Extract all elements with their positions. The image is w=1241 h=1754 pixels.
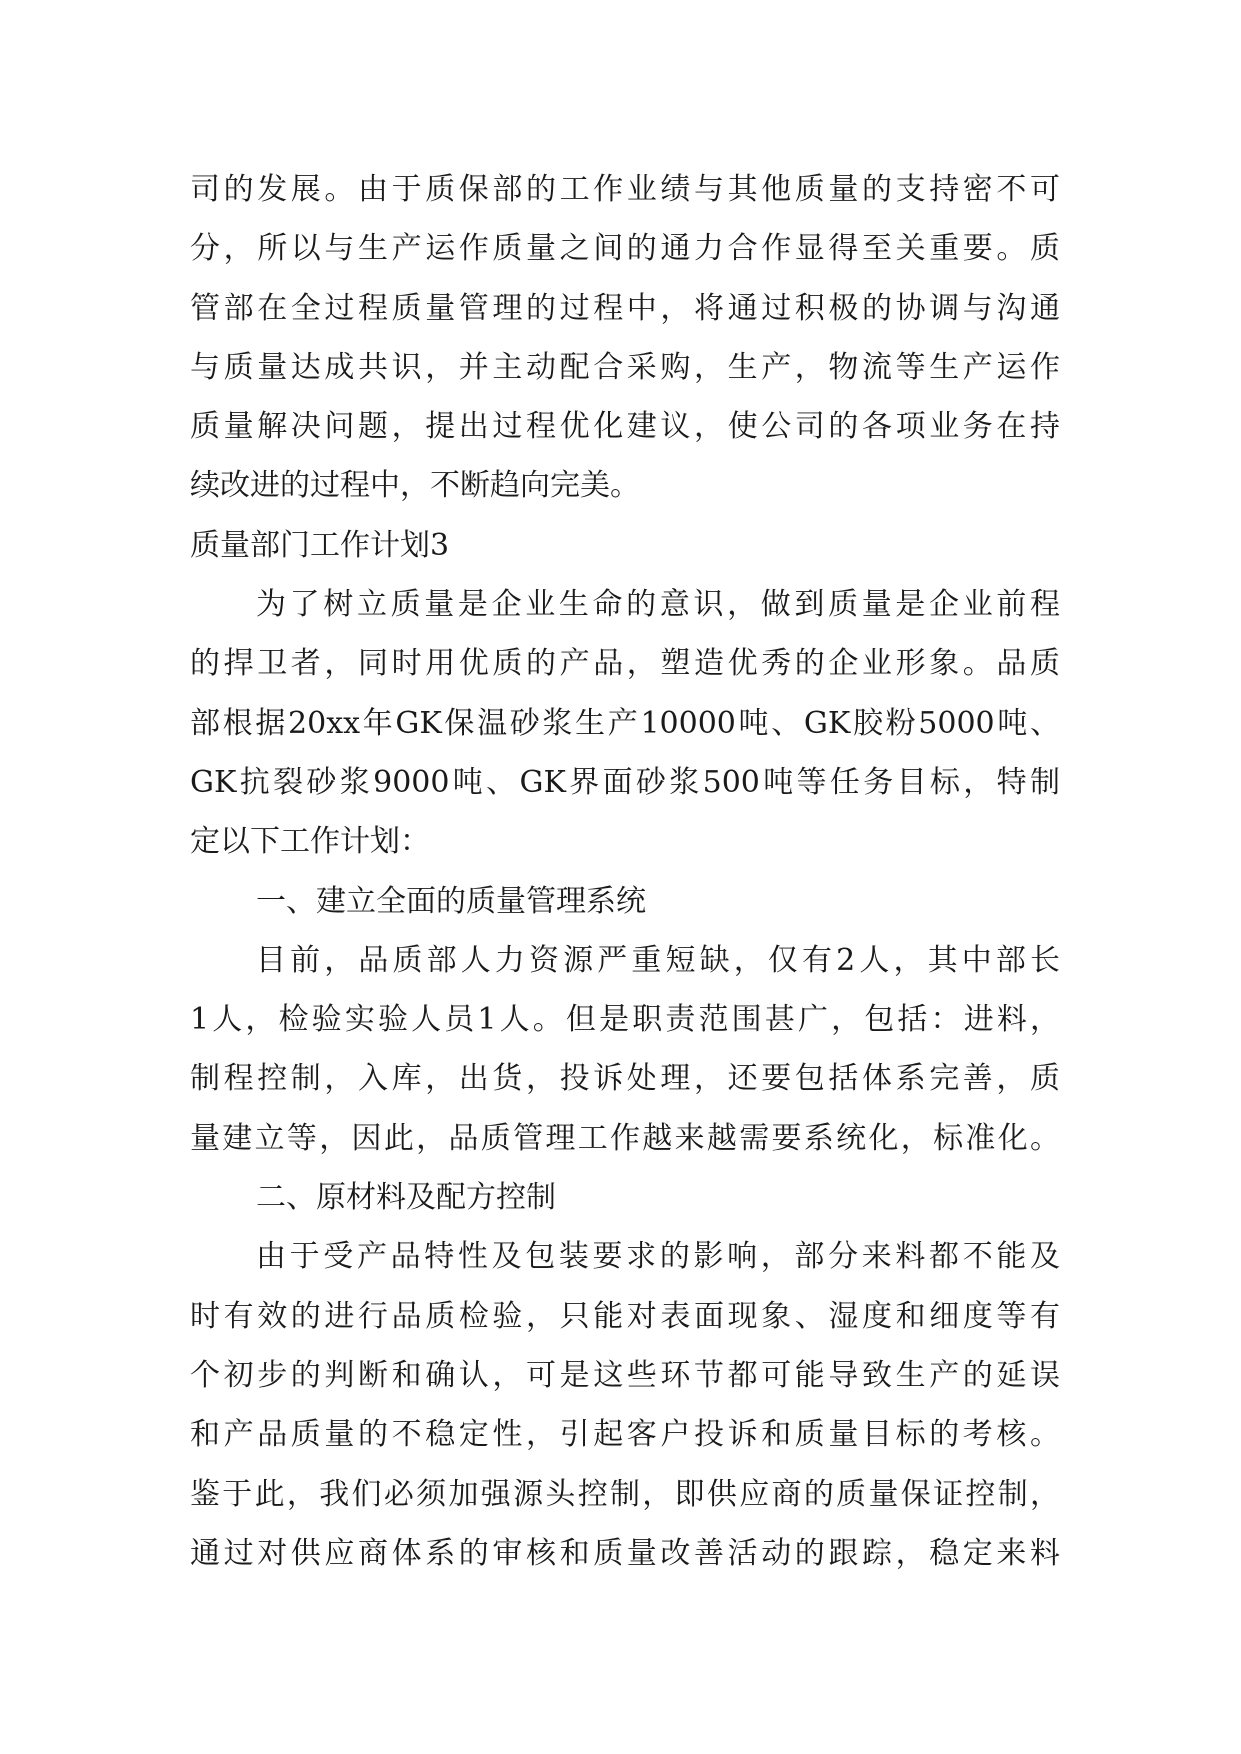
paragraph-line: 鉴于此，我们必须加强源头控制，即供应商的质量保证控制， <box>190 1476 1060 1512</box>
paragraph-line: 分，所以与生产运作质量之间的通力合作显得至关重要。质 <box>190 231 1060 267</box>
paragraph-line: 目前，品质部人力资源严重短缺，仅有2人，其中部长 <box>256 942 1060 978</box>
paragraph-line: 司的发展。由于质保部的工作业绩与其他质量的支持密不可 <box>190 172 1060 207</box>
subsection-heading: 一、建立全面的质量管理系统 <box>256 883 646 919</box>
paragraph-line: 为了树立质量是企业生命的意识，做到质量是企业前程 <box>256 587 1060 623</box>
document-body <box>190 160 1060 1583</box>
subsection-heading: 二、原材料及配方控制 <box>256 1180 556 1216</box>
paragraph-line: 由于受产品特性及包装要求的影响，部分来料都不能及 <box>256 1239 1060 1275</box>
paragraph-line: 定以下工作计划： <box>190 824 430 860</box>
paragraph-line: 通过对供应商体系的审核和质量改善活动的跟踪，稳定来料 <box>190 1535 1060 1571</box>
paragraph-line: 制程控制，入库，出货，投诉处理，还要包括体系完善，质 <box>190 1061 1060 1097</box>
paragraph-line: 与质量达成共识，并主动配合采购，生产，物流等生产运作 <box>190 349 1060 385</box>
paragraph-line: 个初步的判断和确认，可是这些环节都可能导致生产的延误 <box>190 1357 1060 1393</box>
paragraph-line: 和产品质量的不稳定性，引起客户投诉和质量目标的考核。 <box>190 1417 1060 1453</box>
paragraph-line: 部根据20xx年GK保温砂浆生产10000吨、GK胶粉5000吨、 <box>190 705 1060 741</box>
section-title: 质量部门工作计划3 <box>190 527 450 563</box>
paragraph-line: 续改进的过程中，不断趋向完美。 <box>190 468 640 504</box>
paragraph-line: 时有效的进行品质检验，只能对表面现象、湿度和细度等有 <box>190 1298 1060 1334</box>
paragraph-line: 1人，检验实验人员1人。但是职责范围甚广，包括：进料， <box>190 1002 1060 1038</box>
paragraph-line: 的捍卫者，同时用优质的产品，塑造优秀的企业形象。品质 <box>190 646 1060 682</box>
paragraph-line: GK抗裂砂浆9000吨、GK界面砂浆500吨等任务目标，特制 <box>190 764 1060 800</box>
paragraph-line: 质量解决问题，提出过程优化建议，使公司的各项业务在持 <box>190 409 1060 445</box>
paragraph-line: 量建立等，因此，品质管理工作越来越需要系统化，标准化。 <box>190 1120 1060 1156</box>
paragraph-line: 管部在全过程质量管理的过程中，将通过积极的协调与沟通 <box>190 290 1060 326</box>
